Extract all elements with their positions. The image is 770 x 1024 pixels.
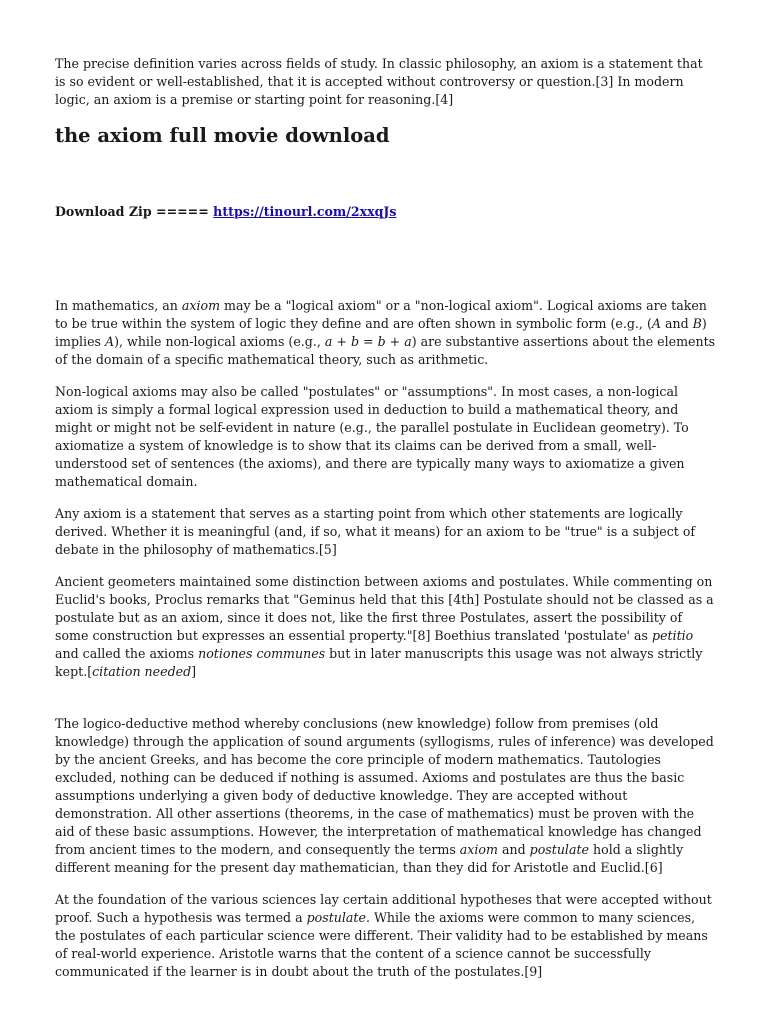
citation-needed: citation needed	[92, 664, 192, 679]
term-axiom: axiom	[181, 298, 221, 313]
intro-paragraph: The precise definition varies across fields of study. In classic philosophy, an axiom is a statement that is so evident or well-established, that it is accepted without controversy or question.[3] In modern logic, an axiom is a premise or starting point for reasoning.[4]	[55, 56, 703, 107]
download-link[interactable]: https://tinourl.com/2xxqJs	[213, 204, 397, 219]
paragraph-foundation: At the foundation of the various sciences lay certain additional hypotheses that were accepted without proof. Such a hypothesis was termed a postulate. While the axioms were common to many sciences, the postulates of each particular science were different. Their validity had to be established by means of real-world experience. Aristotle warns that the content of a science cannot be successfully communicated if the learner is in doubt about the truth of the postulates.[9]	[55, 892, 712, 979]
paragraph-mathematics: In mathematics, an axiom may be a "logical axiom" or a "non-logical axiom". Logical axioms are taken to be true within the system of logic they define and are often shown in symbolic form (e.g., (A and B) implies A), while non-logical axioms (e.g., a + b = b + a) are substantive assertions about the elements of the domain of a specific mathematical theory, such as arithmetic.	[55, 298, 716, 367]
paragraph-ancient-geometers: Ancient geometers maintained some distinction between axioms and postulates. While commenting on Euclid's books, Proclus remarks that "Geminus held that this [4th] Postulate should not be classed as a postulate but as an axiom, since it does not, like the first three Postulates, assert the possibility of some construction but expresses an essential property."[8] Boethius translated 'postulate' as petitio and called the axioms notiones communes but in later manuscripts this usage was not always strictly kept.[citation needed]	[55, 574, 714, 679]
spacer	[55, 695, 717, 715]
download-line	[55, 203, 717, 221]
paragraph-logico-deductive: The logico-deductive method whereby conclusions (new knowledge) follow from premises (old knowledge) through the application of sound arguments (syllogisms, rules of inference) was developed by the ancient Greeks, and has become the core principle of modern mathematics. Tautologies excluded, nothing can be deduced if nothing is assumed. Axioms and postulates are thus the basic assumptions underlying a given body of deductive knowledge. They are accepted without demonstration. All other assertions (theorems, in the case of mathematics) must be proven with the aid of these basic assumptions. However, the interpretation of mathematical knowledge has changed from ancient times to the modern, and consequently the terms axiom and postulate hold a slightly different meaning for the present day mathematician, than they did for Aristotle and Euclid.[6]	[55, 716, 714, 875]
paragraph-non-logical-axioms: Non-logical axioms may also be called "postulates" or "assumptions". In most cases, a non-logical axiom is simply a formal logical expression used in deduction to build a mathematical theory, and might or might not be self-evident in nature (e.g., the parallel postulate in Euclidean geometry). To axiomatize a system of knowledge is to show that its claims can be derived from a small, well-understood set of sentences (the axioms), and there are typically many ways to axiomatize a given mathematical domain.	[55, 384, 689, 489]
paragraph-any-axiom: Any axiom is a statement that serves as a starting point from which other statements are logically derived. Whether it is meaningful (and, if so, what it means) for an axiom to be "true" is a subject of debate in the philosophy of mathematics.[5]	[55, 506, 696, 557]
article	[55, 55, 717, 995]
page-title: the axiom full movie download	[55, 124, 390, 147]
download-label: Download Zip =====	[55, 204, 214, 219]
